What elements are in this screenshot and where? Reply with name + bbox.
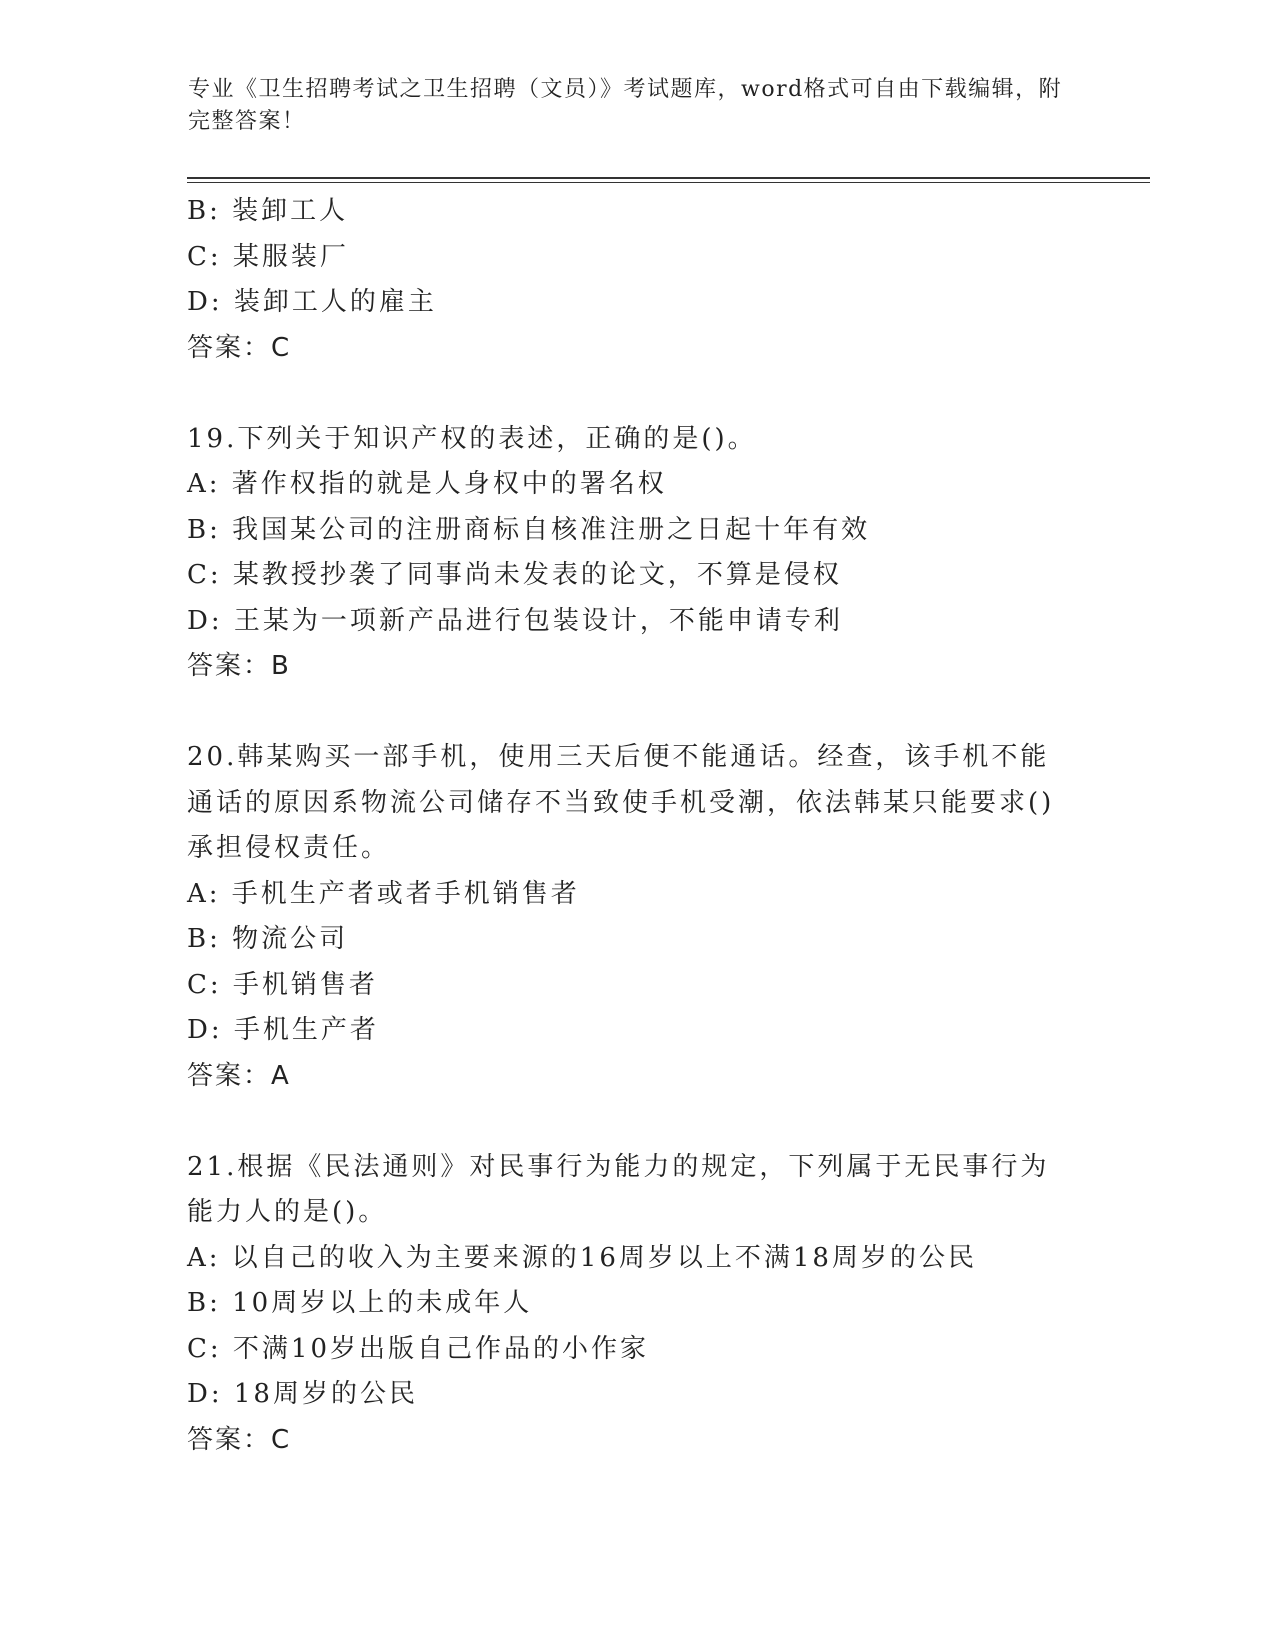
option-a: A: 以自己的收入为主要来源的16周岁以上不满18周岁的公民 <box>187 1242 977 1273</box>
question-text: 19.下列关于知识产权的表述，正确的是()。 <box>187 423 757 454</box>
option-c: C: 某教授抄袭了同事尚未发表的论文，不算是侵权 <box>187 560 842 590</box>
option-d: D: 装卸工人的雇主 <box>187 287 437 317</box>
option-d: D: 王某为一项新产品进行包装设计，不能申请专利 <box>187 605 843 636</box>
question-18-continued <box>187 189 1087 371</box>
question-20 <box>187 735 1087 1099</box>
answer-line: 答案：C <box>187 1424 292 1455</box>
header-divider-thick <box>187 177 1150 179</box>
header-divider-thin <box>187 182 1150 183</box>
answer-line: 答案：C <box>187 332 292 363</box>
option-a: A: 手机生产者或者手机销售者 <box>187 878 580 909</box>
option-c: C: 手机销售者 <box>187 969 378 1000</box>
option-b: B: 我国某公司的注册商标自核准注册之日起十年有效 <box>187 514 871 545</box>
question-list <box>187 189 1087 1463</box>
option-a: A: 著作权指的就是人身权中的署名权 <box>187 469 667 499</box>
spacer <box>187 1099 1087 1145</box>
option-b: B: 物流公司 <box>187 924 349 954</box>
answer-line: 答案：A <box>187 1060 291 1091</box>
question-19 <box>187 417 1087 690</box>
option-b: B: 10周岁以上的未成年人 <box>187 1288 533 1318</box>
spacer <box>187 371 1087 417</box>
page-header: 专业《卫生招聘考试之卫生招聘（文员）》考试题库，word格式可自由下载编辑，附完整答案！ <box>188 77 1063 134</box>
option-d: D: 手机生产者 <box>187 1015 379 1045</box>
question-text: 21.根据《民法通则》对民事行为能力的规定，下列属于无民事行为能力人的是()。 <box>187 1151 1050 1227</box>
question-21 <box>187 1145 1087 1464</box>
option-b: B: 装卸工人 <box>187 196 349 226</box>
option-d: D: 18周岁的公民 <box>187 1379 418 1409</box>
option-c: C: 某服装厂 <box>187 241 349 272</box>
spacer <box>187 690 1087 736</box>
option-c: C: 不满10岁出版自己作品的小作家 <box>187 1333 650 1364</box>
question-text: 20.韩某购买一部手机，使用三天后便不能通话。经查，该手机不能通话的原因系物流公司储存不当致使手机受潮，依法韩某只能要求()承担侵权责任。 <box>187 742 1055 863</box>
answer-line: 答案：B <box>187 651 291 681</box>
